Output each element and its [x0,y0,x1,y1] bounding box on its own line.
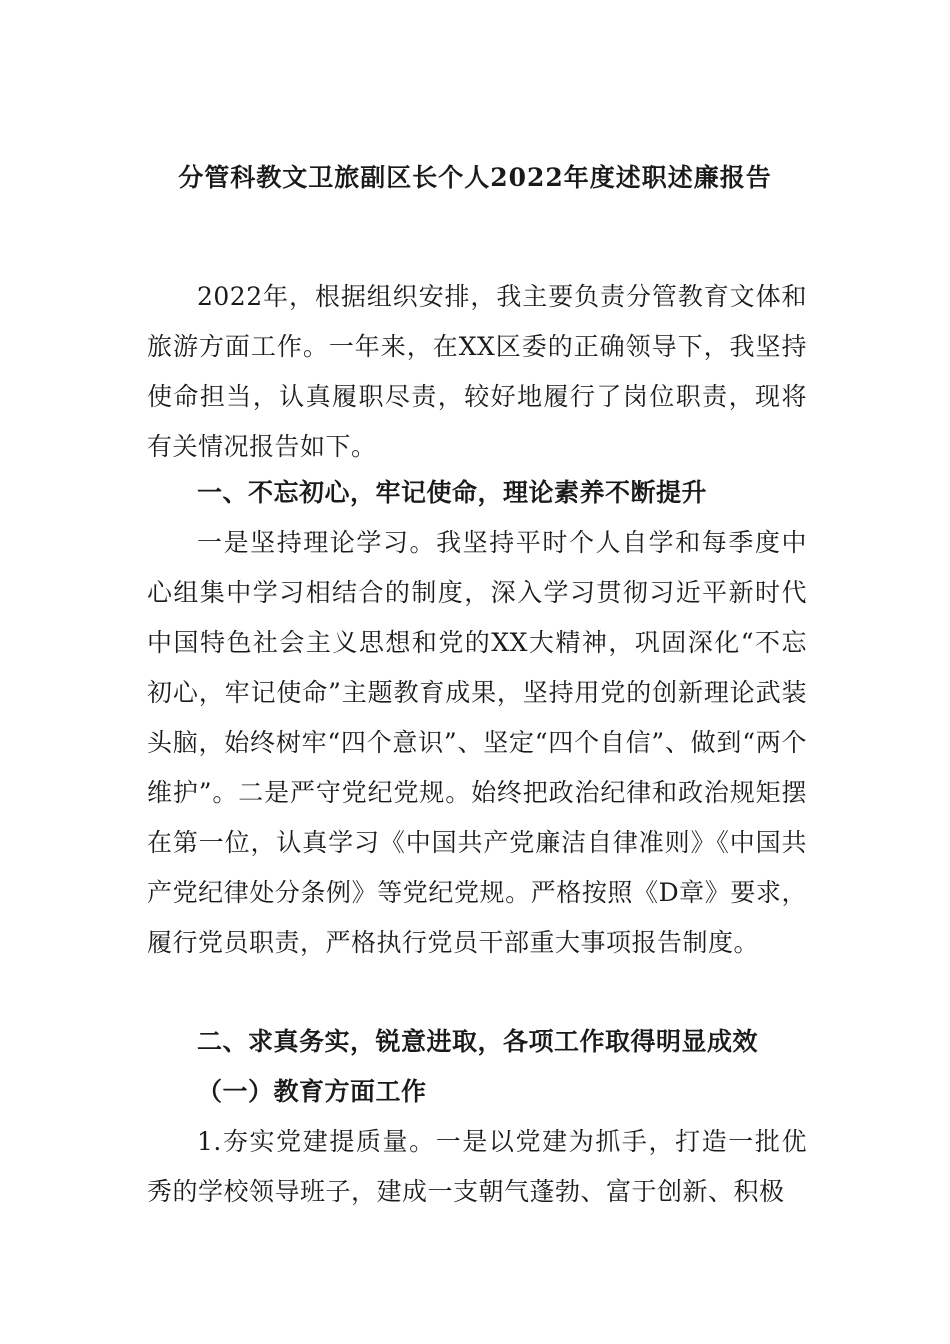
intro-block [147,272,807,472]
section1-paragraph: 一是坚持理论学习。我坚持平时个人自学和每季度中心组集中学习相结合的制度，深入学习贯彻习近平新时代中国特色社会主义思想和党的XX大精神，巩固深化“不忘初心，牢记使命”主题教育成果，坚持用党的创新理论武装头脑，始终树牢“四个意识”、坚定“四个自信”、做到“两个维护”。二是严守党纪党规。始终把政治纪律和政治规矩摆在第一位，认真学习《中国共产党廉洁自律准则》《中国共产党纪律处分条例》等党纪党规。严格按照《D章》要求，履行党员职责，严格执行党员干部重大事项报告制度。 [147,528,807,957]
subsection1-heading: （一）教育方面工作 [197,1077,427,1106]
document-title: 分管科教文卫旅副区长个人2022年度述职述廉报告 [178,163,772,192]
section1-block [147,468,807,968]
section1-heading: 一、不忘初心，牢记使命，理论素养不断提升 [197,478,708,507]
subsection1-paragraph: 1.夯实党建提质量。一是以党建为抓手，打造一批优秀的学校领导班子，建成一支朝气蓬勃、富于创新、积极 [147,1127,807,1206]
section2-heading: 二、求真务实，锐意进取，各项工作取得明显成效 [197,1027,759,1056]
section2-block [147,1017,807,1217]
intro-paragraph: 2022年，根据组织安排，我主要负责分管教育文体和旅游方面工作。一年来，在XX区委的正确领导下，我坚持使命担当，认真履职尽责，较好地履行了岗位职责，现将有关情况报告如下。 [147,282,807,461]
